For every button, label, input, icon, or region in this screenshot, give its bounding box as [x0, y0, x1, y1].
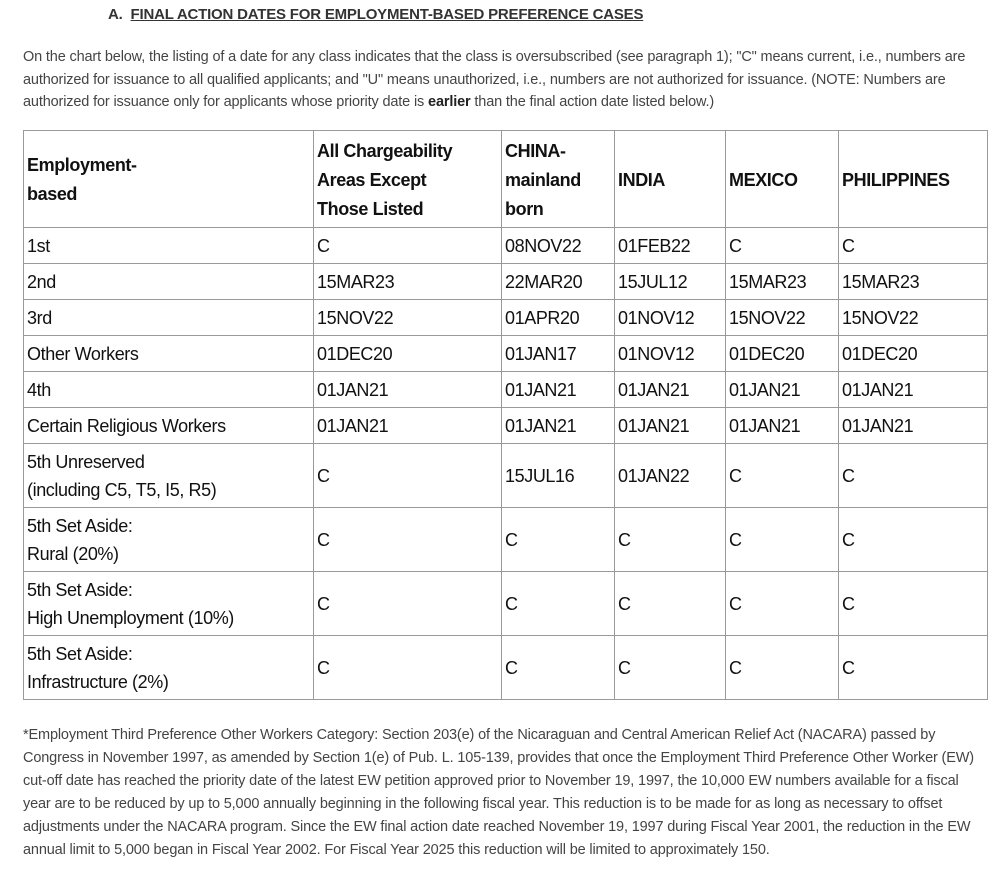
table-cell: 01JAN22: [615, 444, 726, 508]
table-cell: C: [726, 572, 839, 636]
table-row: [24, 336, 988, 372]
table-cell: C: [314, 572, 502, 636]
table-cell: 01JAN17: [502, 336, 615, 372]
table-cell: C: [839, 636, 988, 700]
intro-bold-word: earlier: [428, 94, 471, 110]
footnote: *Employment Third Preference Other Workers Category: Section 203(e) of the Nicaraguan and Central American Relief Act (NACARA) passed by Congress in November 1997, as amended by Section 1(e) of Pub. L. 105-139, provides that once the Employment Third Preference Other Worker (EW) cut-off date has reached the priority date of the latest EW petition approved prior to November 19, 1997, the 10,000 EW numbers available for a fiscal year are to be reduced by up to 5,000 annually beginning in the following fiscal year. This reduction is to be made for as long as necessary to offset adjustments under the NACARA program. Since the EW final action date reached November 19, 1997 during Fiscal Year 2001, the reduction in the EW annual limit to 5,000 began in Fiscal Year 2002. For Fiscal Year 2025 this reduction will be limited to approximately 150.: [23, 727, 974, 858]
row-category: [24, 300, 314, 336]
table-row: [24, 228, 988, 264]
table-row: [24, 372, 988, 408]
table-cell: 01JAN21: [726, 372, 839, 408]
table-cell: 01DEC20: [839, 336, 988, 372]
table-row: [24, 444, 988, 508]
table-cell: 01DEC20: [726, 336, 839, 372]
row-category-line: (including C5, T5, I5, R5): [27, 479, 217, 500]
table-cell: C: [839, 572, 988, 636]
header-column: CHINA- mainland born: [502, 131, 615, 228]
table-cell: C: [839, 228, 988, 264]
table-cell: C: [726, 444, 839, 508]
row-category-line: 5th Set Aside:: [27, 515, 133, 536]
table-cell: C: [502, 508, 615, 572]
row-category-line: Rural (20%): [27, 543, 119, 564]
table-cell: C: [726, 508, 839, 572]
row-category: [24, 228, 314, 264]
row-category: [24, 264, 314, 300]
table-cell: 01JAN21: [615, 408, 726, 444]
table-cell: 15JUL16: [502, 444, 615, 508]
row-category: [24, 408, 314, 444]
table-cell: C: [615, 508, 726, 572]
table-cell: 01JAN21: [839, 408, 988, 444]
intro-paragraph: [23, 46, 988, 114]
table-cell: 15MAR23: [726, 264, 839, 300]
table-cell: 01JAN21: [314, 408, 502, 444]
row-category-line: High Unemployment (10%): [27, 607, 234, 628]
table-cell: 01JAN21: [615, 372, 726, 408]
section-heading: [108, 6, 643, 23]
table-cell: 01APR20: [502, 300, 615, 336]
header-category: Employment- based: [24, 131, 314, 228]
header-column: PHILIPPINES: [839, 131, 988, 228]
header-column: MEXICO: [726, 131, 839, 228]
table-cell: C: [839, 444, 988, 508]
table-cell: 15MAR23: [314, 264, 502, 300]
table-row: [24, 636, 988, 700]
table-cell: C: [502, 636, 615, 700]
row-category: [24, 336, 314, 372]
table-cell: 15NOV22: [726, 300, 839, 336]
row-category: [24, 636, 314, 700]
table-cell: 01JAN21: [839, 372, 988, 408]
table-cell: C: [314, 636, 502, 700]
table-cell: 15JUL12: [615, 264, 726, 300]
table-cell: C: [314, 228, 502, 264]
table-cell: 22MAR20: [502, 264, 615, 300]
row-category-line: 2nd: [27, 271, 56, 292]
row-category: [24, 444, 314, 508]
row-category: [24, 508, 314, 572]
table-cell: C: [615, 572, 726, 636]
section-title: FINAL ACTION DATES FOR EMPLOYMENT-BASED PREFERENCE CASES: [130, 6, 644, 23]
intro-text-end: than the final action date listed below.): [470, 94, 715, 110]
row-category: [24, 372, 314, 408]
table-cell: 01FEB22: [615, 228, 726, 264]
row-category-line: Infrastructure (2%): [27, 671, 169, 692]
row-category-line: 5th Set Aside:: [27, 579, 133, 600]
table-cell: C: [726, 228, 839, 264]
intro-text-start: On the chart below, the listing of a date for any class indicates that the class is oversubscribed (see paragraph 1); "C" means current, i.e., numbers are authorized for issuance to all qualified applicants; and "U" means unauthorized, i.e., numbers are not authorized for issuance. (NOTE: Numbers are authorized for issuance only for applicants whose priority date is: [23, 49, 966, 110]
row-category: [24, 572, 314, 636]
header-row: [24, 131, 988, 228]
table-cell: 01JAN21: [502, 408, 615, 444]
table-cell: 01JAN21: [726, 408, 839, 444]
table-cell: 01DEC20: [314, 336, 502, 372]
row-category-line: Certain Religious Workers: [27, 415, 226, 436]
table-row: [24, 300, 988, 336]
final-action-dates-table: [23, 130, 988, 700]
table-cell: C: [726, 636, 839, 700]
row-category-line: 5th Set Aside:: [27, 643, 133, 664]
table-cell: 01JAN21: [314, 372, 502, 408]
header-column: All Chargeability Areas Except Those Listed: [314, 131, 502, 228]
row-category-line: Other Workers: [27, 343, 139, 364]
row-category-line: 4th: [27, 379, 51, 400]
header-column: INDIA: [615, 131, 726, 228]
section-letter: A.: [108, 6, 123, 23]
table-row: [24, 264, 988, 300]
table-cell: 15MAR23: [839, 264, 988, 300]
row-category-line: 1st: [27, 235, 50, 256]
table-cell: 01NOV12: [615, 300, 726, 336]
table-cell: C: [314, 508, 502, 572]
table-body: [24, 228, 988, 700]
table-cell: 15NOV22: [839, 300, 988, 336]
table-row: [24, 572, 988, 636]
row-category-line: 3rd: [27, 307, 52, 328]
table-row: [24, 508, 988, 572]
table-cell: 01NOV12: [615, 336, 726, 372]
table-header: [24, 131, 988, 228]
table-cell: 08NOV22: [502, 228, 615, 264]
table-cell: C: [314, 444, 502, 508]
table-row: [24, 408, 988, 444]
table-cell: 01JAN21: [502, 372, 615, 408]
table-cell: C: [615, 636, 726, 700]
table-cell: C: [502, 572, 615, 636]
table-cell: 15NOV22: [314, 300, 502, 336]
row-category-line: 5th Unreserved: [27, 451, 145, 472]
table-cell: C: [839, 508, 988, 572]
